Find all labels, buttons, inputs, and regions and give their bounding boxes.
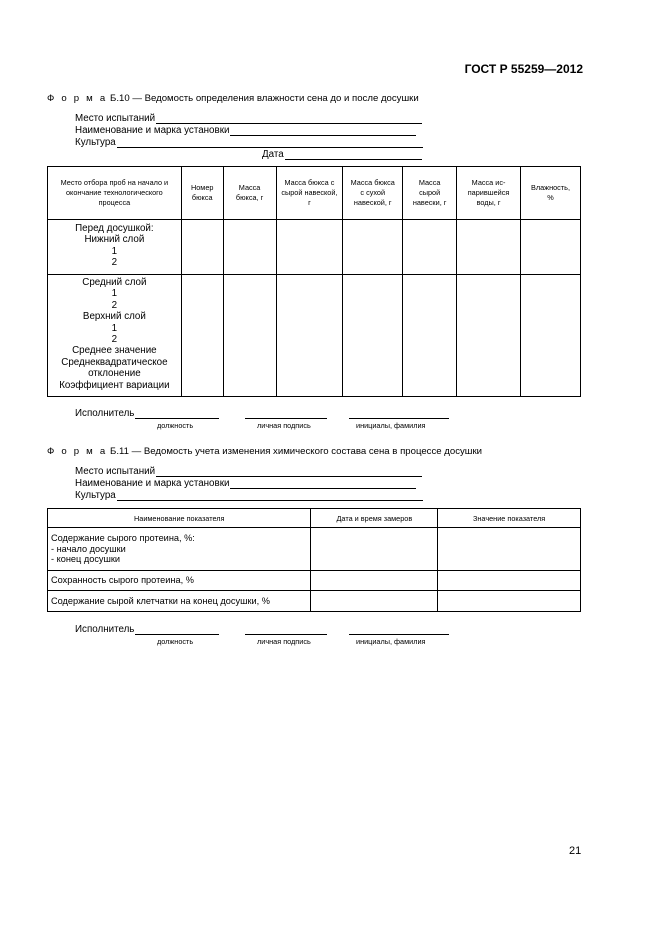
field-place-b11 (75, 465, 422, 477)
field-place-label: Место испытаний (75, 113, 156, 124)
field-place-line[interactable] (156, 112, 422, 124)
table-row (48, 528, 581, 571)
field-crop-b11 (75, 489, 423, 501)
row-label: Среднее значение (72, 345, 157, 357)
row-layers (48, 275, 182, 397)
col-bottle-number: Номер бюкса (181, 167, 223, 220)
row-before-drying (48, 220, 182, 275)
table-cell[interactable] (343, 275, 403, 397)
signature-line-sign-b11[interactable] (245, 633, 327, 635)
field-installation-label: Наименование и марка установки (75, 125, 230, 136)
row-label: - начало досушки (51, 543, 126, 554)
row-crude-fiber-content: Содержание сырой клетчатки на конец досушки, % (48, 591, 311, 612)
table-b10 (47, 166, 581, 397)
row-label: Среднеквадратическое (61, 356, 168, 368)
form-b10-title (47, 93, 419, 104)
field-installation-b11 (75, 477, 416, 489)
col-wet-sample: Масса сырой навески, г (403, 167, 457, 220)
table-row (48, 571, 581, 591)
table-cell[interactable] (457, 275, 521, 397)
table-row (48, 591, 581, 612)
signature-line-name-b11[interactable] (349, 633, 449, 635)
signature-line-position-b10[interactable] (135, 417, 219, 419)
field-place-label: Место испытаний (75, 466, 156, 477)
table-cell[interactable] (223, 275, 276, 397)
row-crude-protein-content (48, 528, 311, 571)
table-cell[interactable] (521, 275, 581, 397)
table-cell[interactable] (311, 528, 438, 571)
row-label: Содержание сырого протеина, %: (51, 533, 195, 544)
signature-line-name-b10[interactable] (349, 417, 449, 419)
col-evaporated-water: Масса ис- парившейся воды, г (457, 167, 521, 220)
row-label: Перед досушкой: (75, 223, 154, 234)
col-datetime: Дата и время замеров (311, 509, 438, 528)
field-date (262, 148, 422, 160)
field-crop (75, 136, 423, 148)
table-cell[interactable] (438, 591, 581, 612)
table-cell[interactable] (181, 275, 223, 397)
field-installation-label: Наименование и марка установки (75, 478, 230, 489)
field-installation-line[interactable] (230, 124, 416, 136)
col-bottle-mass: Масса бюкса, г (223, 167, 276, 220)
table-b10-header-row (48, 167, 581, 220)
col-sampling-place: Место отбора проб на начало и окончание технологического процесса (48, 167, 182, 220)
executor-label-b11: Исполнитель (75, 624, 135, 635)
row-label: Нижний слой (84, 234, 145, 246)
form-b11-title-text: Б.11 — Ведомость учета изменения химического состава сена в процессе досушки (110, 446, 483, 457)
row-label: Коэффициент вариации (59, 379, 170, 391)
table-row (48, 220, 581, 275)
table-b11 (47, 508, 581, 612)
field-installation (75, 124, 416, 136)
form-b11-title-prefix: Ф о р м а (47, 446, 108, 457)
table-cell[interactable] (457, 220, 521, 275)
field-place (75, 112, 422, 124)
table-cell[interactable] (403, 220, 457, 275)
row-label: 2 (111, 257, 118, 269)
table-cell[interactable] (311, 571, 438, 591)
col-moisture: Влажность, % (521, 167, 581, 220)
table-cell[interactable] (276, 220, 343, 275)
table-cell[interactable] (438, 528, 581, 571)
signature-line-sign-b10[interactable] (245, 417, 327, 419)
executor-label-b10: Исполнитель (75, 408, 135, 419)
caption-position-b10: должность (157, 421, 194, 430)
form-b10-title-text: Б.10 — Ведомость определения влажности сена до и после досушки (110, 93, 419, 104)
row-crude-protein-preservation: Сохранность сырого протеина, % (48, 571, 311, 591)
row-label: Средний слой (82, 277, 147, 288)
table-cell[interactable] (403, 275, 457, 397)
caption-position-b11: должность (157, 637, 194, 646)
table-cell[interactable] (343, 220, 403, 275)
table-cell[interactable] (276, 275, 343, 397)
caption-sign-b11: личная подпись (257, 637, 311, 646)
table-cell[interactable] (311, 591, 438, 612)
field-installation-line[interactable] (230, 477, 416, 489)
caption-name-b10: инициалы, фамилия (356, 421, 426, 430)
signature-line-position-b11[interactable] (135, 633, 219, 635)
row-label: 2 (111, 299, 118, 311)
table-row (48, 275, 581, 397)
table-cell[interactable] (438, 571, 581, 591)
col-indicator-value: Значение показателя (438, 509, 581, 528)
col-mass-wet: Масса бюкса с сырой навеской, г (276, 167, 343, 220)
field-place-line[interactable] (156, 465, 422, 477)
field-crop-label: Культура (75, 137, 116, 148)
field-crop-label: Культура (75, 490, 116, 501)
col-mass-dry: Масса бюкса с сухой навеской, г (343, 167, 403, 220)
row-label: 1 (111, 245, 118, 257)
row-label: Верхний слой (82, 311, 146, 323)
row-label: 1 (111, 322, 118, 334)
caption-name-b11: инициалы, фамилия (356, 637, 426, 646)
field-crop-line[interactable] (117, 136, 423, 148)
field-crop-line[interactable] (117, 489, 423, 501)
field-date-label: Дата (262, 149, 284, 160)
caption-sign-b10: личная подпись (257, 421, 311, 430)
col-indicator-name: Наименование показателя (48, 509, 311, 528)
standard-number: ГОСТ Р 55259—2012 (464, 62, 583, 76)
table-cell[interactable] (521, 220, 581, 275)
form-b10-title-prefix: Ф о р м а (47, 93, 108, 104)
table-cell[interactable] (181, 220, 223, 275)
field-date-line[interactable] (285, 148, 422, 160)
row-label: 1 (111, 288, 118, 300)
table-b11-header-row (48, 509, 581, 528)
row-label: 2 (111, 334, 118, 346)
table-cell[interactable] (223, 220, 276, 275)
page-number: 21 (569, 845, 582, 857)
row-label: - конец досушки (51, 554, 121, 565)
row-label: отклонение (88, 368, 141, 380)
form-b11-title (47, 446, 482, 457)
